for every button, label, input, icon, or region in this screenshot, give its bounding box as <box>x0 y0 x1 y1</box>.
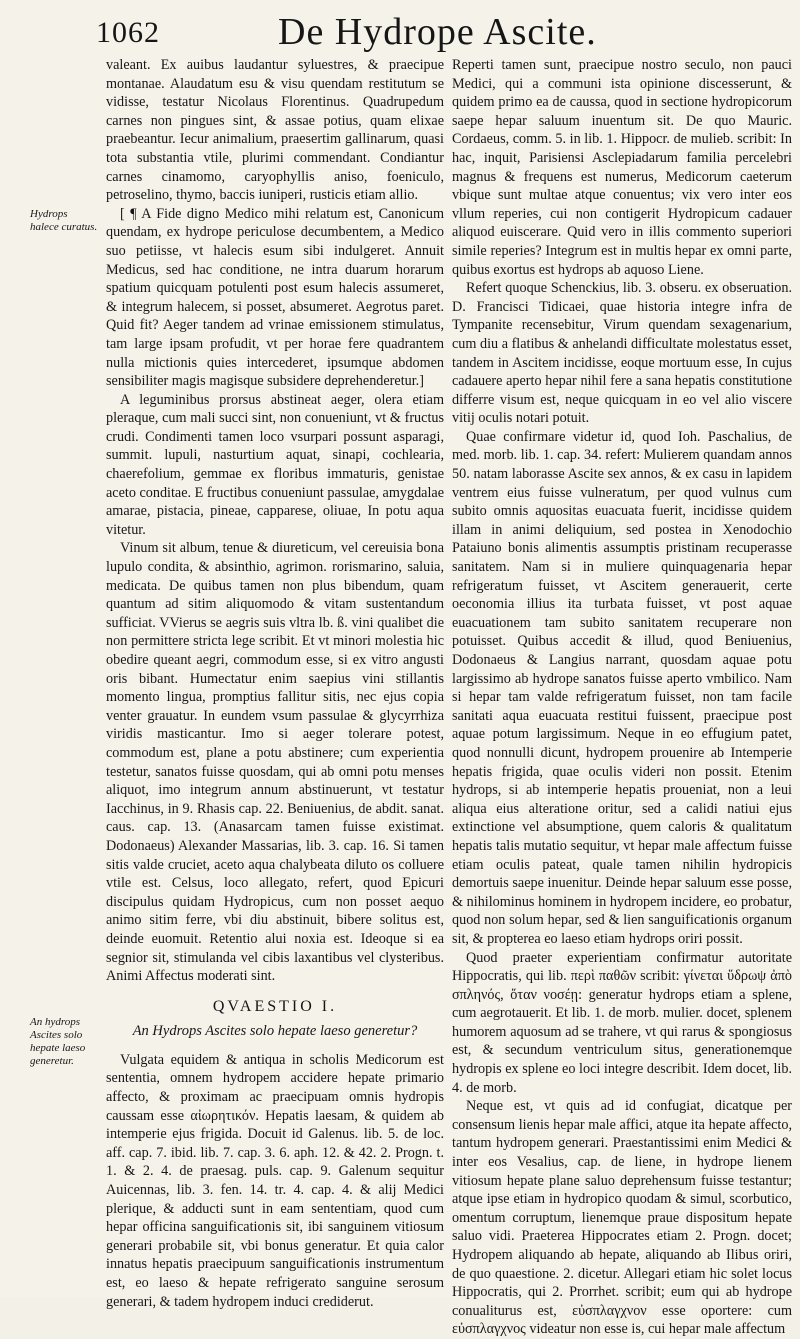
paragraph: Neque est, vt quis ad id confugiat, dicatque per consensum lienis hepar male affici, atque ita hepate affecto, tantum hydropem generari. Praestantissimi enim Medici & inter eos Vesalius, cap. de liene, in hydrope lienem vitiosum hepate plane saluo deprehensum fuisse testantur; atque ipse etiam in hydropico quodam & simul, scorbutico, omentum corruptum, lienemque praue dispositum hepate saluo vidi. Praeterea Hippocrates etiam 2. Progn. docet; Hydropem aliquando ab hepate, aliquando ab Ilibus oriri, de quo quaestione. 2. dicetur. Allegari etiam hic solet locus Hippocratis, qui 2. Prorrhet. scribit; eum qui ab hydrope conualiturus est, εὐσπλαγχνον esse oportere: cum εὐσπλαγχνος videatur non esse is, cui hepar male affectum <box>452 1098 792 1338</box>
question-subtitle: An Hydrops Ascites solo hepate laeso generetur? <box>132 1023 418 1040</box>
left-column <box>106 56 444 1311</box>
paragraph: Quod praeter experientiam confirmatur autoritate Hippocratis, qui lib. περὶ παθῶν scribit: γίνεται ὕδρωψ ἀπὸ σπληνός, ὅταν νοσέῃ: generatur hydrops etiam a splene, cum aegrotauerit. Et lib. 1. de morb. mulier. docet, splenem humorem aquosum ad se trahere, vt qui rarus & spongiosus est, & secundum ventriculum situs, generationemque hydropis ex splene eo loci integre describit. Idem docet, lib. 4. de morb. <box>452 949 792 1096</box>
paragraph: A leguminibus prorsus abstineat aeger, olera etiam pleraque, cum mali succi sint, non conueniunt, vt & fructus crudi. Condimenti tamen loco vsurpari possunt asparagi, summit. lupuli, nasturtium aquat, sinapi, cochlearia, chaerefolium, gemmae ex floribus immaturis, genistae aceto conditae. E fructibus conueniunt passulae, amygdalae amarae, pistacia, pineae, capparese, oliuae, In potu aqua vitetur. <box>106 391 445 538</box>
paragraph: Quae confirmare videtur id, quod Ioh. Paschalius, de med. morb. lib. 1. cap. 34. refert: Mulierem quandam annos 50. natam laborasse Ascite sex annos, & ex casu in lapidem ventrem eius fuisse vulneratum, per quod vulnus cum subito omnis aquositas euacuata fuerit, incidisse quidem illam in animi deliquium, sed postea in Xenodochio Pataiuno bonis alimentis assumptis pristinam recuperasse sanitatem. Nam si in muliere quinquagenaria hepar refrigeratum fuisset, vt Ascitem generauerit, certe oeconomia illius ita turbata fuisset, vt post aquae euacuationem tam subito sanitatem recuperare non potuisset. Quibus accedit & illud, quod Beniuenius, Dodonaeus & Langius narrant, quosdam aquae potu largissimo ab hydrope sanatos fuisse aperto vmbilico. Nam si hepar tam valde refrigeratum fuisset, non tam facile sanitati aqua euacuata restitui fuissent, praecipue post aquae potum largissimum. Neque in eo effugium patet, quod nonnulli dicunt, hydropem prouenire ab Intemperie hepatis frigida, quae oculis videri non possit. Etenim hydrops, si ab intemperie hepatis proueniat, non a leui aliqua eius alteratione oritur, sed a calidi natiui ejus extinctione vel absumptione, quem caloris & qualitatum hepatis talis mutatio sequitur, vt hepar male affectum fuisse etiam oculis pateat, quale tamen nihilin hydropicis demortuis saepe inuenitur. Deinde hepar saluum esse posse, & nihilominus hominem in hydropem incidere, eo probatur, quod non solum hepar, sed & lien sanguificationis organum sit, & propterea eo laeso etiam hydrops oriri possit. <box>452 428 792 947</box>
paragraph: [ ¶ A Fide digno Medico mihi relatum est, Canonicum quendam, ex hydrope periculose decumbentem, a Medico suo petiisse, vt halecis esum sibi indulgeret. Annuit Medicus, sed hac conditione, ne intra duarum horarum spatium quicquam potulenti post esum halecis assumeret, & integrum halecem, si posset, absumeret. Aegrotus paret. Quid fit? Aeger tandem ad vrinae emissionem stimulatus, tam large ipsam profudit, vt per horae fere quadrantem nulla mictionis quies intercederet, ipsumque abdomen sensibiliter magis magisque subsidere deprehenderetur.] <box>106 205 444 390</box>
paragraph: Reperti tamen sunt, praecipue nostro seculo, non pauci Medici, qui a communi ista opinione discesserunt, & quidem primo ea de caussa, quod in sectione hydropicorum saepe hepar saluum inuentum sit. De quo Mauric. Cordaeus, comm. 5. in lib. 1. Hippocr. de mulieb. scribit: In hac, inquit, Parisiensi Asclepiadarum familia percelebri magnus & frequens est numerus, Medicorum caeterum vbique sunt multae atque conuentus; vix vero inter eos vllum reperies, cui non contigerit Hydropicum cadauer aliquod euiscerare. Quid vero in illis commento superiori simile reperies? Integrum est in multis hepar ex omni parte, quibus exortus est hydrops ab aquoso Liene. <box>452 57 792 278</box>
paragraph: Vinum sit album, tenue & diureticum, vel cereuisia bona lupulo condita, & absinthio, agrimon. rorismarino, saluia, medicata. De quibus tamen non plus bibendum, quam quantum ad sitim aliquomodo & vitam sustentandum sufficiat. VVierus se aegris suis vltra lb. ß. vini qualibet die non permittere stricta lege scribit. Et vt minori molestia hic obedire queant aegri, commodum esse, si ex vitro angusti oris bibant. Humectatur enim saepius vini stillantis momento lingua, promptius fallitur sitis, nec ejus copia venter grauatur. In eundem vsum passulae & glycyrrhiza viridis masticantur. Imo si aeger tolerare potest, commodum est, plane a potu abstinere; cum experientia testetur, sanatos fuisse quosdam, qui ab omni potu menses aliquot, imo integrum annum abstinuerunt, vt testatur Iacchinus, in 9. Rhasis cap. 22. Beniuenius, de abdit. sanat. caus. cap. 13. (Anasarcam tamen fuisse existimat. Dodonaeus) Alexander Massarias, lib. 3. cap. 16. Si tamen sitis valde cruciet, aceto aqua chalybeata diluto os colluere vtile est. Celsus, loco allegato, refert, quod Epicuri discipulus quidam Hydropicus, cum non posset aequo animo sitim ferre, vbi diu abstinuit, bibere solitus est, deinde euomuit. Retentio alui noxia est. Ideoque si ea segnior sit, stimulanda vel cibis laxantibus vel clysteribus. Animi Affectus moderati sint. <box>106 540 444 985</box>
margin-note-question: An hydrops Ascites solo hepate laeso generetur. <box>30 1016 86 1067</box>
question-title: QVAESTIO I. <box>212 997 338 1015</box>
paragraph: valeant. Ex auibus laudantur syluestres, & praecipue montanae. Alaudatum esu & visu quendam restitutum se vidisse, testatur Nicolaus Florentinus. Quadrupedum carnes non pingues sint, & assae potius, quam elixae praebeantur. Iecur animalium, praesertim gallinarum, quasi tota substantia vtile, plurimi commendant. Condiantur carnes cinamomo, caryophyllis aniso, foeniculo, petroselino, thymo, baccis iuniperi, rusticis etiam allio. <box>106 57 444 204</box>
paragraph: Vulgata equidem & antiqua in scholis Medicorum est sententia, omnem hydropem accidere hepate primario affecto, & proximam ac praecipuam omnis hydropis caussam esse αἰωρητικόν. Hepatis laesam, & quidem ab intemperie ejus frigida. Docuit id Galenus. lib. 5. de loc. aff. cap. 7. ibid. lib. 7. cap. 3. 6. aph. 12. & 42. 2. Progn. t. 1. & 2. 4. de praesag. puls. cap. 9. Galenum sequitur Auicennas, lib. 3. fen. 14. tr. 4. cap. 4. & alij Medici plerique, & adducti sunt in eam sententiam, quod cum hepar officina sanguificationis sit, ibi sanguinem vitiosum generari probabile sit, vbi bonus generatur. Et quia calor innatus hepatis praecipuum sanguificationis instrumentum est, eo laeso & hepate refrigerato sanguine serosum generari, & tadem hydropem induci crediderut. <box>106 1051 444 1310</box>
running-title: De Hydrope Ascite. <box>278 11 597 53</box>
right-column <box>452 56 792 1339</box>
margin-note-halec: Hydrops halece curatus. <box>30 208 98 233</box>
paragraph: Refert quoque Schenckius, lib. 3. obseru. ex obseruation. D. Francisci Tidicaei, quae historia integre infra de Tympanite recensebitur, Virum quendam sexagenarium, cum diu a flatibus & anhelandi difficultate molestatus esset, tandem in Ascitem incidisse, eoque mortuum esse, In cujus cadauere aperto hepar nihil fere a sana hepatis constitutione differre visum est, neque quicquam in eo vel alio viscere vitij oculis notari potuit. <box>452 280 792 427</box>
page-number: 1062 <box>96 16 160 49</box>
page-header <box>88 10 788 56</box>
